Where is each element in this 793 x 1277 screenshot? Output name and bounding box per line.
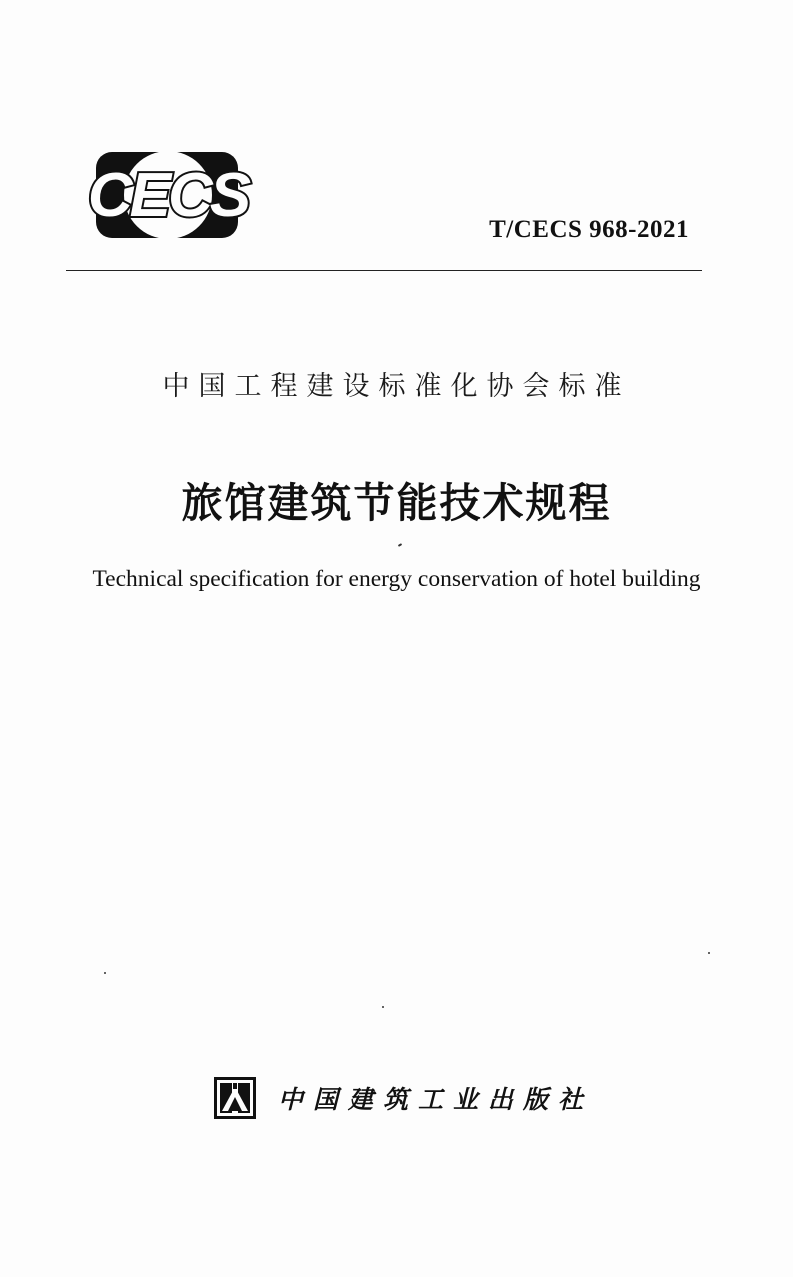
publisher	[214, 1076, 593, 1120]
document-title-chinese: 旅馆建筑节能技术规程	[181, 479, 612, 527]
standard-number: T/CECS 968-2021	[489, 216, 689, 243]
publisher-logo-icon	[214, 1077, 256, 1119]
publisher-name: 中国建筑工业出版社	[278, 1085, 594, 1114]
cecs-logo	[82, 148, 254, 242]
scan-speck	[708, 952, 710, 954]
header-divider	[66, 270, 702, 271]
association-name: 中国工程建设标准化协会标准	[162, 371, 631, 402]
logo-text: CECS	[87, 161, 249, 230]
scan-speck	[104, 972, 106, 974]
document-title-english: Technical specification for energy conservation of hotel building	[92, 566, 701, 592]
scan-speck	[382, 1006, 384, 1008]
scan-speck	[398, 543, 402, 547]
